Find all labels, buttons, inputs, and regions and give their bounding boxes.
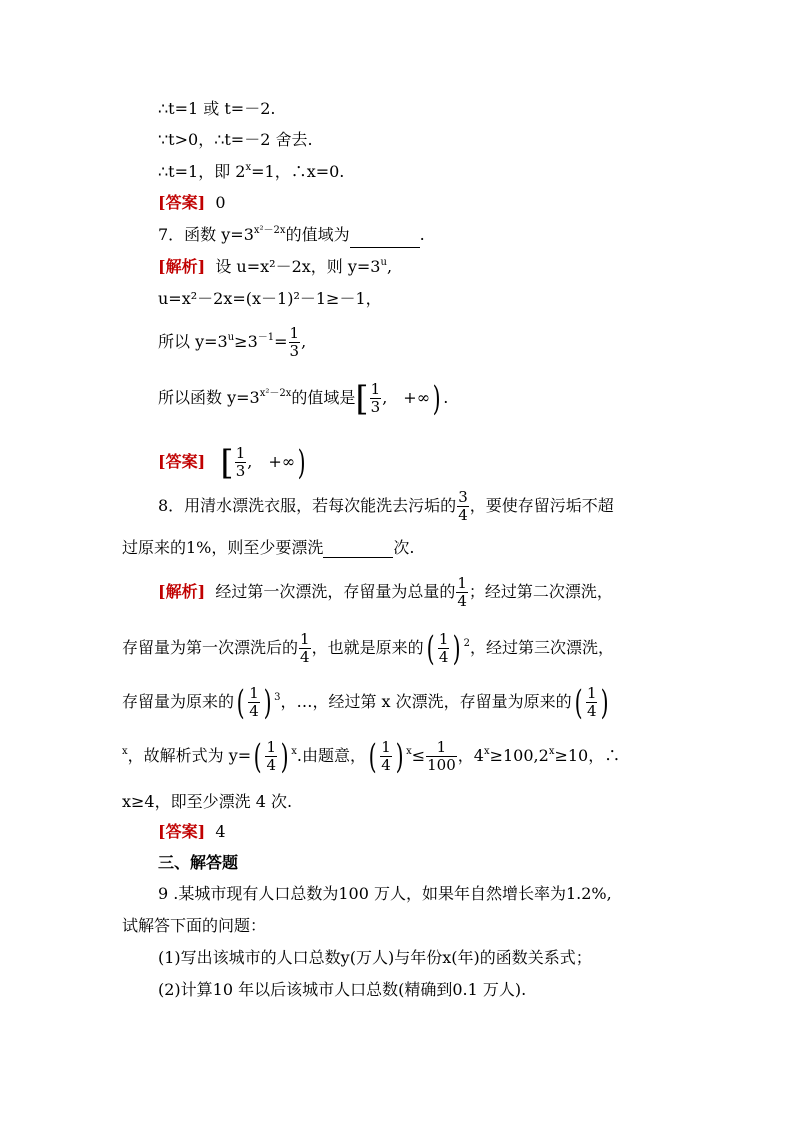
numerator: 1 <box>235 444 246 462</box>
numerator: 1 <box>426 739 457 757</box>
superscript: x <box>291 746 297 757</box>
fraction <box>248 685 260 720</box>
text: 的值域是 <box>291 388 356 407</box>
text-line <box>158 289 382 309</box>
answer-line <box>158 193 226 213</box>
superscript: u <box>227 332 235 343</box>
denominator: 4 <box>586 702 597 720</box>
denominator: 4 <box>266 756 276 774</box>
left-paren: ( <box>368 736 377 777</box>
question-9 <box>158 884 612 904</box>
text: ∵t>0，∴t=－2 舍去. <box>158 130 313 149</box>
text: , +∞ <box>382 388 431 407</box>
denominator: 4 <box>381 756 391 774</box>
superscript: x <box>548 746 555 757</box>
text-line <box>158 322 306 365</box>
sub-question <box>158 980 526 1000</box>
answer-value: 0 <box>215 193 226 212</box>
text: ≤ <box>411 746 426 765</box>
text-line <box>158 130 313 150</box>
text: (2)计算10 年以后该城市人口总数(精确到0.1 万人). <box>158 980 527 999</box>
text: , +∞ <box>247 452 296 471</box>
right-paren: ) <box>432 378 441 419</box>
fraction <box>380 739 392 774</box>
text: =1，∴x=0. <box>251 162 345 181</box>
superscript: x <box>122 746 128 757</box>
text: ，也就是原来的 <box>311 638 424 657</box>
answer-line <box>158 822 226 842</box>
fraction <box>438 631 450 666</box>
numerator: 1 <box>300 630 310 648</box>
numerator: 1 <box>266 738 276 756</box>
left-paren: ( <box>574 682 583 723</box>
text: ，要使存留污垢不超 <box>469 496 614 515</box>
text-line <box>158 162 344 185</box>
denominator: 100 <box>427 756 456 774</box>
superscript: －1 <box>257 332 275 343</box>
text: ≥3 <box>234 332 258 351</box>
right-paren: ) <box>601 682 610 723</box>
text: 8．用清水漂洗衣服，若每次能洗去污垢的 <box>158 496 457 515</box>
answer-tag: [答案] <box>158 822 206 841</box>
text: 经过第一次漂洗，存留量为总量的 <box>215 582 456 601</box>
text: ，故解析式为 y= <box>127 746 252 765</box>
text: ∴t=1，即 2 <box>158 162 246 181</box>
analysis-tag: [解析] <box>158 257 206 276</box>
text: 的值域为 <box>285 225 350 244</box>
text-line <box>122 538 414 558</box>
text: ；经过第二次漂洗， <box>468 582 613 601</box>
text: u=x²－2x=(x－1)²－1≥－1， <box>158 289 382 308</box>
text: ∴t=1 或 t=－2. <box>158 99 276 118</box>
section-heading <box>158 853 238 873</box>
text: , <box>386 257 393 276</box>
answer-blank <box>323 541 393 558</box>
answer-tag: [答案] <box>158 193 206 212</box>
text: .由题意， <box>296 746 366 765</box>
superscript: x <box>245 162 252 173</box>
text: 所以 y=3 <box>158 332 228 351</box>
fraction <box>235 445 247 480</box>
text: x≥4，即至少漂洗 4 次. <box>122 792 293 811</box>
right-paren: ) <box>453 628 462 669</box>
left-bracket: [ <box>355 378 369 419</box>
right-paren: ) <box>395 736 404 777</box>
left-paren: ( <box>426 628 435 669</box>
right-paren: ) <box>297 442 306 483</box>
denominator: 3 <box>289 342 300 360</box>
fraction <box>289 325 301 360</box>
text: . <box>443 388 449 407</box>
text: 存留量为原来的 <box>122 692 235 711</box>
question-7 <box>158 225 425 248</box>
text: ≥100,2 <box>489 746 549 765</box>
text-line <box>122 916 266 936</box>
superscript: x <box>406 746 412 757</box>
analysis-line <box>158 257 392 280</box>
right-paren: ) <box>263 682 272 723</box>
left-bracket: [ <box>220 442 234 483</box>
fraction <box>456 575 468 610</box>
numerator: 1 <box>457 574 467 592</box>
text-line <box>122 684 612 723</box>
denominator: 3 <box>235 462 246 480</box>
text: 试解答下面的问题： <box>122 916 267 935</box>
text-line <box>122 630 614 669</box>
text: 存留量为第一次漂洗后的 <box>122 638 299 657</box>
text: 设 u=x²－2x，则 y=3 <box>215 257 381 276</box>
superscript: u <box>380 257 387 268</box>
numerator: 1 <box>381 738 391 756</box>
answer-blank <box>350 231 420 248</box>
answer-tag: [答案] <box>158 452 206 471</box>
numerator: 3 <box>458 488 468 506</box>
text: . <box>419 225 425 244</box>
analysis-line <box>158 574 613 610</box>
left-paren: ( <box>236 682 245 723</box>
text: 9 .某城市现有人口总数为100 万人，如果年自然增长率为1.2%, <box>158 884 612 903</box>
numerator: 1 <box>586 684 597 702</box>
numerator: 1 <box>289 324 300 342</box>
text: 7．函数 y=3 <box>158 225 254 244</box>
text: (1)写出该城市的人口总数y(万人)与年份x(年)的函数关系式； <box>158 948 592 967</box>
analysis-tag: [解析] <box>158 582 206 601</box>
denominator: 4 <box>438 648 449 666</box>
text: = <box>274 332 288 351</box>
text: ，4 <box>457 746 484 765</box>
text: , <box>301 332 307 351</box>
denominator: 4 <box>300 648 310 666</box>
text: ≥10，∴ <box>554 746 621 765</box>
question-8 <box>158 488 614 524</box>
fraction <box>586 685 598 720</box>
answer-value: 4 <box>215 822 226 841</box>
text-line <box>122 738 620 777</box>
superscript: x²－2x <box>253 225 286 236</box>
text: ，经过第三次漂洗， <box>470 638 615 657</box>
superscript: x²－2x <box>259 388 292 399</box>
left-paren: ( <box>253 736 262 777</box>
fraction <box>265 739 277 774</box>
right-paren: ) <box>280 736 289 777</box>
text: 三、解答题 <box>158 853 239 872</box>
fraction <box>457 489 469 524</box>
text-line <box>158 378 448 421</box>
text-line <box>122 792 292 812</box>
superscript: 3 <box>274 692 281 703</box>
fraction <box>299 631 311 666</box>
text-line <box>158 99 275 119</box>
fraction <box>426 739 457 774</box>
text: ，…，经过第 x 次漂洗，存留量为原来的 <box>280 692 572 711</box>
text: 过原来的1%，则至少要漂洗 <box>122 538 324 557</box>
text: 所以函数 y=3 <box>158 388 260 407</box>
denominator: 3 <box>370 398 381 416</box>
fraction <box>370 381 382 416</box>
answer-line <box>158 442 308 482</box>
superscript: x <box>483 746 490 757</box>
denominator: 4 <box>458 506 468 524</box>
denominator: 4 <box>457 592 467 610</box>
superscript: 2 <box>463 638 471 649</box>
numerator: 1 <box>370 380 381 398</box>
numerator: 1 <box>249 684 259 702</box>
sub-question <box>158 948 592 968</box>
numerator: 1 <box>438 630 449 648</box>
text: 次. <box>393 538 415 557</box>
denominator: 4 <box>249 702 259 720</box>
